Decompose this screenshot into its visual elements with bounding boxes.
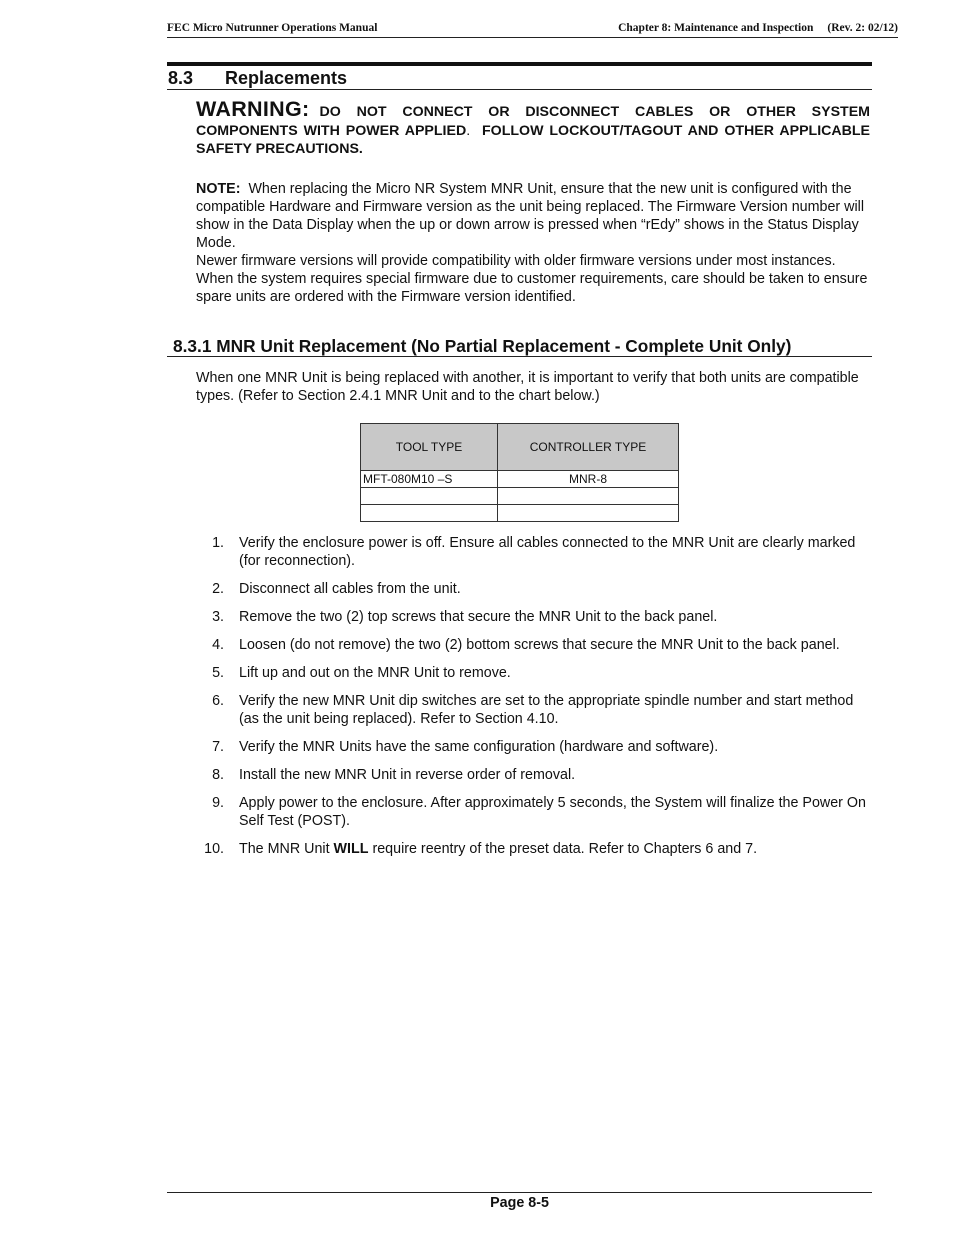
step-text: Apply power to the enclosure. After approximately 5 seconds, the System will finalize the Power On Self Test (POST). <box>239 795 866 829</box>
step-text: Remove the two (2) top screws that secure the MNR Unit to the back panel. <box>239 609 718 625</box>
step-text-pre: The MNR Unit <box>239 841 334 857</box>
step-text: Disconnect all cables from the unit. <box>239 581 461 597</box>
step-number: 1. <box>212 535 224 551</box>
step-number: 7. <box>212 739 224 755</box>
table-cell <box>361 488 498 505</box>
step-number: 3. <box>212 609 224 625</box>
warning-text-2: FOLLOW LOCKOUT/TAGOUT AND OTHER APPLICABLE SAFETY PRECAUTIONS. <box>196 122 871 157</box>
chapter-info <box>618 22 898 34</box>
warning-label: WARNING: <box>196 97 310 121</box>
step-number: 9. <box>212 795 224 811</box>
step-text-emphasis: WILL <box>333 841 369 857</box>
table-cell: MNR-8 <box>498 471 679 488</box>
note-text-1: When replacing the Micro NR System MNR Unit, ensure that the new unit is configured with the compatible Hardware and Firmware version as the unit being replaced. The Firmware Version number will show in the Data Display when the up or down arrow is pressed when “rEdy” shows in the Status Display Mode. <box>196 181 865 251</box>
chapter-title: Chapter 8: Maintenance and Inspection <box>618 22 814 34</box>
step-number: 4. <box>212 637 224 653</box>
footer-rule <box>167 1192 872 1193</box>
table-row <box>361 488 679 505</box>
table-header-tool-type: TOOL TYPE <box>361 424 498 471</box>
step-text: Verify the MNR Units have the same configuration (hardware and software). <box>239 739 719 755</box>
step-text: Loosen (do not remove) the two (2) bottom screws that secure the MNR Unit to the back panel. <box>239 637 840 653</box>
list-item <box>196 580 876 598</box>
step-number: 10. <box>204 841 224 857</box>
step-number: 2. <box>212 581 224 597</box>
step-number: 5. <box>212 665 224 681</box>
step-text: Install the new MNR Unit in reverse order of removal. <box>239 767 576 783</box>
table-cell <box>498 488 679 505</box>
subsection-heading <box>167 335 872 357</box>
step-text-post: require reentry of the preset data. Refer to Chapters 6 and 7. <box>368 841 758 857</box>
section-title: Replacements <box>225 68 348 88</box>
step-number: 8. <box>212 767 224 783</box>
section-heading <box>167 68 872 90</box>
step-number: 6. <box>212 693 224 709</box>
table-cell <box>361 505 498 522</box>
note-block <box>196 180 874 306</box>
table-cell: MFT-080M10 –S <box>361 471 498 488</box>
list-item <box>196 766 876 784</box>
table-row <box>361 505 679 522</box>
step-text: Lift up and out on the MNR Unit to remove. <box>239 665 511 681</box>
list-item <box>196 636 876 654</box>
list-item <box>196 664 876 682</box>
note-paragraph-1 <box>196 180 874 252</box>
note-label: NOTE: <box>196 181 241 197</box>
list-item <box>196 692 876 728</box>
page-number: Page 8-5 <box>490 1195 549 1211</box>
table-row <box>361 471 679 488</box>
step-text: Verify the enclosure power is off. Ensure all cables connected to the MNR Unit are clearly marked (for reconnection). <box>239 535 856 569</box>
section-number: 8.3 <box>168 68 194 88</box>
procedure-steps <box>196 534 876 868</box>
section-rule <box>167 62 872 66</box>
list-item <box>196 738 876 756</box>
compatibility-table <box>360 423 679 522</box>
list-item <box>196 534 876 570</box>
list-item <box>196 840 876 858</box>
note-paragraph-2: Newer firmware versions will provide compatibility with older firmware versions under most instances. When the system requires special firmware due to customer requirements, care should be taken to ensure spare units are ordered with the Firmware version identified. <box>196 253 868 305</box>
revision: (Rev. 2: 02/12) <box>827 22 898 34</box>
table-cell <box>498 505 679 522</box>
warning-text-1: DO NOT CONNECT OR DISCONNECT CABLES OR OTHER SYSTEM COMPONENTS WITH POWER APPLIED <box>196 104 870 139</box>
step-text <box>239 841 757 857</box>
step-text: Verify the new MNR Unit dip switches are set to the appropriate spindle number and start method (as the unit being replaced). Refer to Section 4.10. <box>239 693 854 727</box>
intro-paragraph: When one MNR Unit is being replaced with another, it is important to verify that both units are compatible types. (Refer to Section 2.4.1 MNR Unit and to the chart below.) <box>196 370 859 404</box>
list-item <box>196 608 876 626</box>
table-header-controller-type: CONTROLLER TYPE <box>498 424 679 471</box>
page-header <box>167 21 898 38</box>
manual-title: FEC Micro Nutrunner Operations Manual <box>167 22 378 34</box>
subsection-title: 8.3.1 MNR Unit Replacement (No Partial Replacement - Complete Unit Only) <box>173 336 792 356</box>
table-header-row <box>361 424 679 471</box>
warning-dot: . <box>466 122 471 139</box>
list-item <box>196 794 876 830</box>
warning-block <box>196 97 871 159</box>
